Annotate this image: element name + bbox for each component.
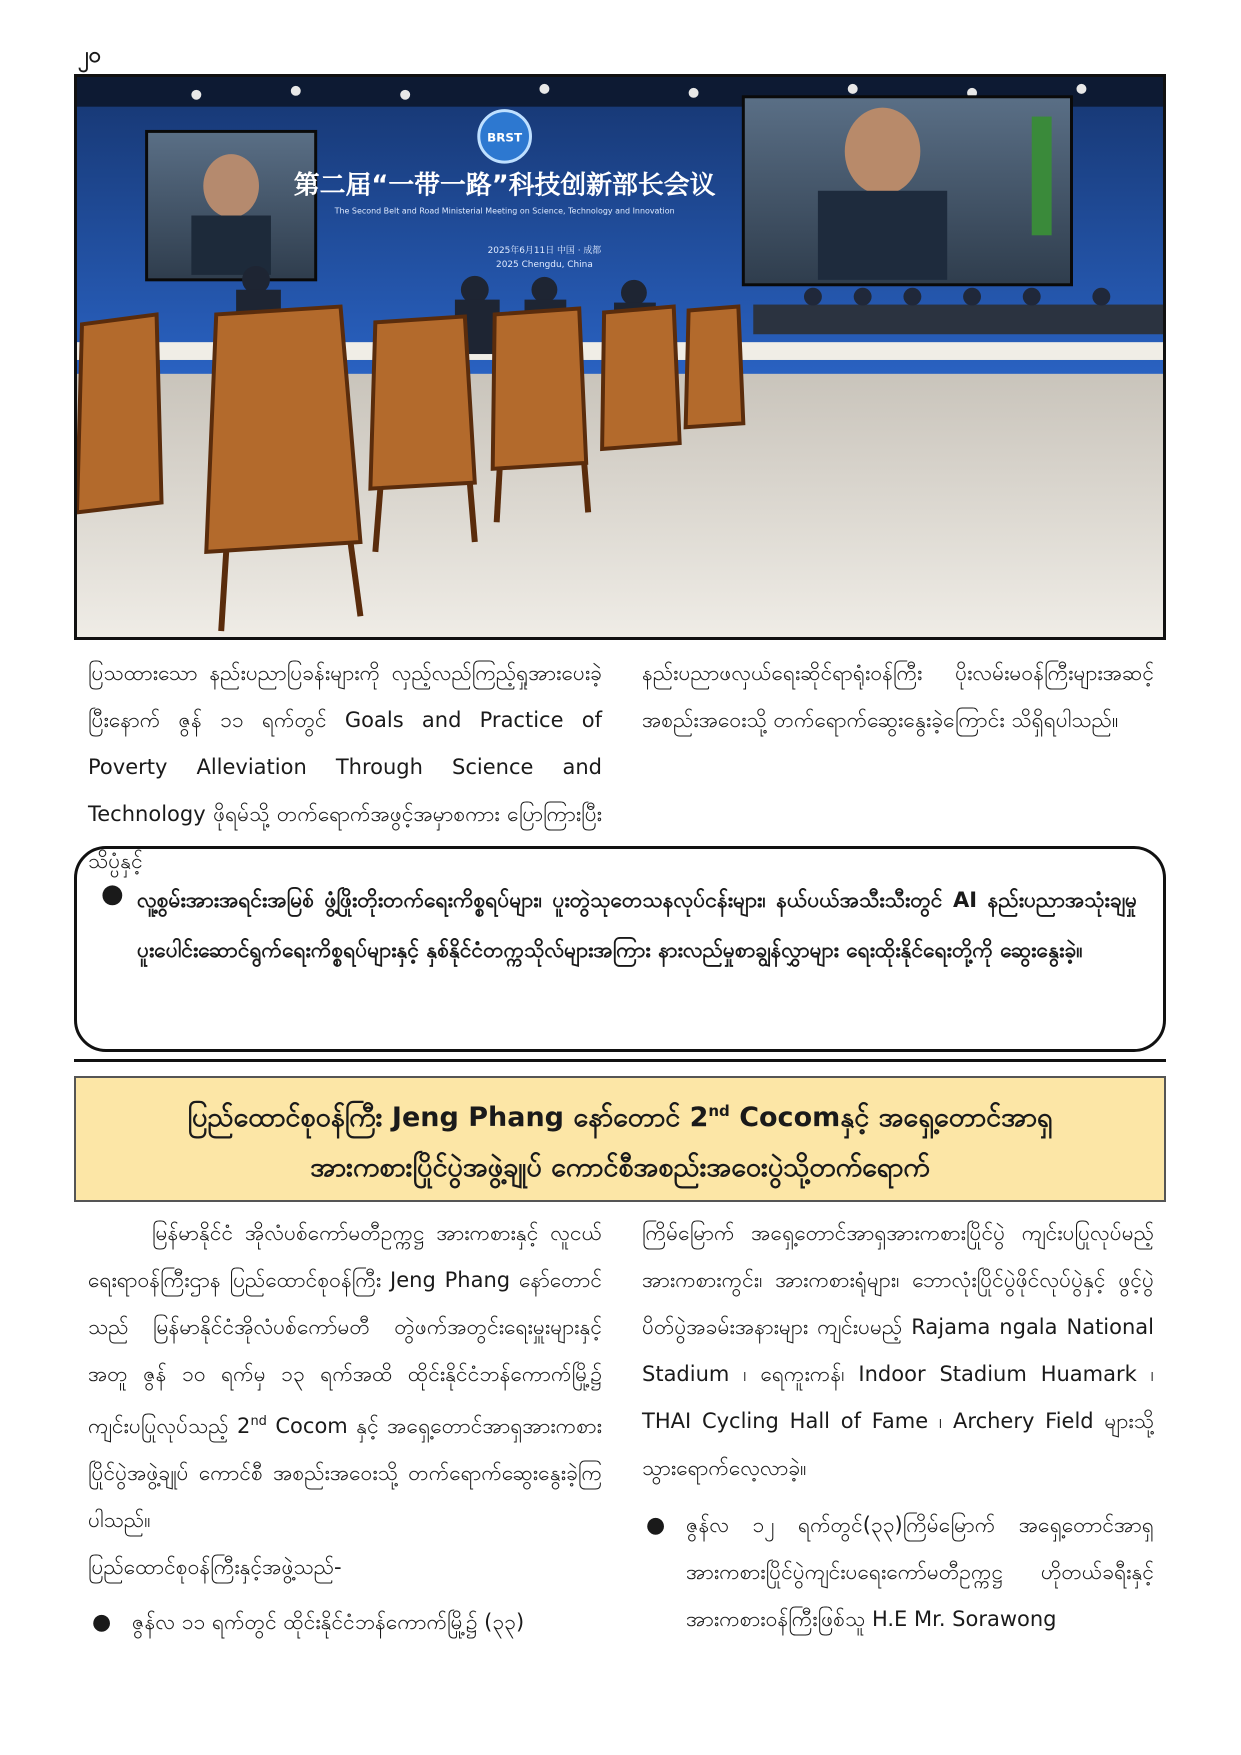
article2-bullet-list-right <box>642 1502 1154 1643</box>
bullet-icon: ● <box>92 1610 112 1635</box>
article2-right-paragraph: ကြိမ်မြောက် အရှေ့တောင်အာရှအားကစားပြိုင်ပွဲ ကျင်းပပြုလုပ်မည့်အားကစားကွင်း၊ အားကစားရုံများ၊ ဘောလုံးပြိုင်ပွဲဖိုင်လုပ်ပွဲနှင့် ဖွင့်ပွဲပိတ်ပွဲအခမ်းအနားများ ကျင်းပမည့် Rajama ngala National Stadium ၊ ရေကူးကန်၊ Indoor Stadium Huamark ၊ THAI Cycling Hall of Fame ၊ Archery Field များသို့ သွားရောက်လေ့လာခဲ့။ <box>642 1221 1154 1480</box>
banner-english: The Second Belt and Road Ministerial Meeting on Science, Technology and Innovation <box>334 206 675 216</box>
article2-headline <box>74 1076 1166 1202</box>
banner-chinese: 第二届“一带一路”科技创新部长会议 <box>293 170 716 201</box>
headline-line-2: အားကစားပြိုင်ပွဲအဖွဲ့ချုပ် ကောင်စီအစည်းအဝေးပွဲသို့တက်ရောက် <box>310 1151 930 1183</box>
bullet-icon: ● <box>101 879 124 909</box>
bullet-icon: ● <box>646 1513 666 1538</box>
article1-right-text: နည်းပညာဖလှယ်ရေးဆိုင်ရာရုံးဝန်ကြီး ပိုးလမ်းမဝန်ကြီးများအဆင့် အစည်းအဝေးသို့ တက်ရောက်ဆွေးနွေးခဲ့ကြောင်း သိရှိရပါသည်။ <box>642 661 1154 732</box>
banner-date: 2025年6月11日 中国 · 成都 <box>487 246 602 257</box>
highlight-text: လူ့စွမ်းအားအရင်းအမြစ် ဖွံ့ဖြိုးတိုးတက်ရေးကိစ္စရပ်များ၊ ပူးတွဲသုတေသနလုပ်ငန်းများ၊ နယ်ပယ်အသီးသီးတွင် AI နည်းပညာအသုံးချမှု ပူးပေါင်းဆောင်ရွက်ရေးကိစ္စရပ်များနှင့် နှစ်နိုင်ငံတက္ကသိုလ်များအကြား နားလည်မှုစာချွန်လွှာများ ရေးထိုးနိုင်ရေးတို့ကို ဆွေးနွေးခဲ့။ <box>137 888 1137 962</box>
article2-right-column <box>642 1210 1154 1643</box>
list-item: ● ဇွန်လ ၁၁ ရက်တွင် ထိုင်းနိုင်ငံဘန်ကောက်မြို့၌ (၃၃) <box>88 1599 602 1646</box>
meeting-photo <box>74 74 1166 640</box>
article1-left-text: ပြသထားသော နည်းပညာပြခန်းများကို လှည့်လည်ကြည့်ရှုအားပေးခဲ့ပြီးနောက် ဇွန် ၁၁ ရက်တွင် Goals and Practice of Poverty Alleviation Through Science and Technology ဖိုရမ်သို့ တက်ရောက်အဖွင့်အမှာစကား ပြောကြားပြီး သိပ္ပံနှင့် <box>88 661 602 873</box>
banner-place: 2025 Chengdu, China <box>496 259 593 270</box>
list-item: ● ဇွန်လ ၁၂ ရက်တွင်(၃၃)ကြိမ်မြောက် အရှေ့တောင်အာရှအားကစားပြိုင်ပွဲကျင်းပရေးကော်မတီဥက္ကဋ္ဌ ဟိုတယ်ခရီးနှင့်အားကစားဝန်ကြီးဖြစ်သူ H.E Mr. Sorawong <box>642 1502 1154 1643</box>
section-divider <box>74 1059 1166 1062</box>
headline-line-1: ပြည်ထောင်စုဝန်ကြီး Jeng Phang နော်တောင် 2nd Cocomနှင့် အရှေ့တောင်အာရှ <box>187 1101 1053 1133</box>
article2-paragraph-2: ပြည်ထောင်စုဝန်ကြီးနှင့်အဖွဲ့သည်- <box>88 1555 342 1579</box>
article2-bullet-list-left <box>88 1599 602 1646</box>
article2-left-column <box>88 1210 602 1646</box>
article1-right-column <box>642 650 1154 744</box>
logo-text: BRST <box>487 130 523 145</box>
page-number: ၂၀ <box>78 43 102 68</box>
highlight-box <box>74 846 1166 1052</box>
article2-paragraph-1: မြန်မာနိုင်ငံ အိုလံပစ်ကော်မတီဥက္ကဋ္ဌ အားကစားနှင့် လူငယ်ရေးရာဝန်ကြီးဌာန ပြည်ထောင်စုဝန်ကြီး Jeng Phang နော်တောင်သည် မြန်မာနိုင်ငံအိုလံပစ်ကော်မတီ တွဲဖက်အတွင်းရေးမှူးများနှင့်အတူ ဇွန် ၁၀ ရက်မှ ၁၃ ရက်အထိ ထိုင်းနိုင်ငံဘန်ကောက်မြို့၌ ကျင်းပပြုလုပ်သည့် 2nd Cocom နှင့် အရှေ့တောင်အာရှအားကစားပြိုင်ပွဲအဖွဲ့ချုပ် ကောင်စီ အစည်းအဝေးသို့ တက်ရောက်ဆွေးနွေးခဲ့ကြပါသည်။ <box>88 1221 602 1532</box>
